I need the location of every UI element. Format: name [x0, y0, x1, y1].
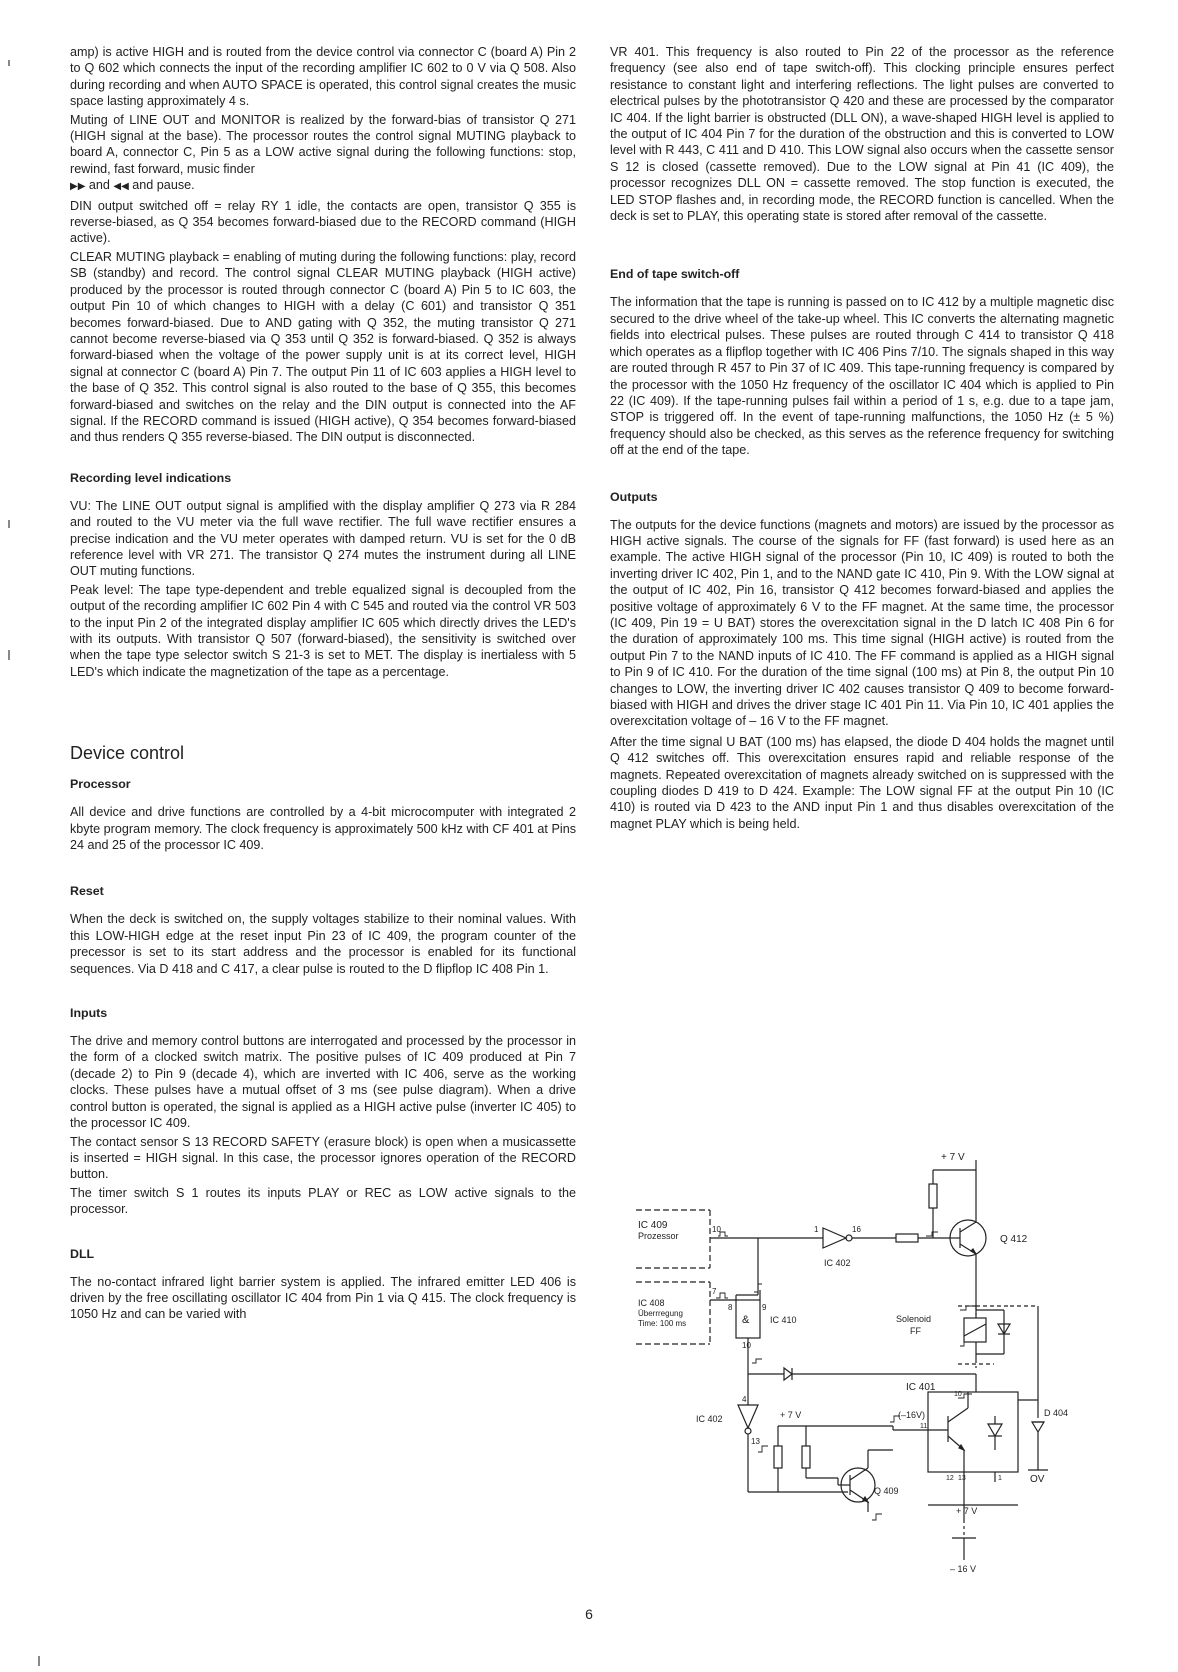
section-heading: Outputs	[610, 489, 658, 504]
label-plus7-bottom: + 7 V	[956, 1506, 978, 1516]
label-plus7-mid: + 7 V	[780, 1410, 802, 1420]
paragraph: When the deck is switched on, the supply voltages stabilize to their nominal values. With this LOW-HIGH edge at the reset input Pin 23 of IC 409, the program counter of the precessor is set to its start address and the processor is enabled for its functional sequences. Via D 418 and C 417, a clear pulse is routed to the D flipflop IC 408 Pin 1.	[70, 912, 576, 976]
paragraph: amp) is active HIGH and is routed from the device control via connector C (board A) Pin 2 to Q 602 which connects the input of the recording amplifier IC 602 to 0 V via Q 508. Also during recording and when AUTO SPACE is operated, this control signal creates the music space lasting approximately 4 s.	[70, 45, 576, 109]
paragraph: VU: The LINE OUT output signal is amplified with the display amplifier Q 273 via R 284 and routed to the VU meter via the full wave rectifier. The full wave rectifier ensures a precise indication and the VU meter operates with damped return. VU is set for the 0 dB reference level with VR 271. The transistor Q 274 mutes the instrument during all LINE OUT muting functions.	[70, 498, 576, 579]
label-ic410: IC 410	[770, 1315, 797, 1325]
label-and: &	[742, 1314, 750, 1326]
label-pin7: 7	[712, 1287, 717, 1296]
paragraph: The information that the tape is running is passed on to IC 412 by a multiple magnetic disc secured to the drive wheel of the take-up wheel. This IC converts the alternating magnetic fields into electrical pulses. These pulses are routed through C 414 to transistor Q 418 which operates as a flipflop together with IC 406 Pins 7/10. The signals shaped in this way are routed through R 457 to Pin 37 of IC 409. This tape-running frequency is compared by the processor with the 1050 Hz frequency of the oscillator IC 404 which is applied to Pin 22 (IC 409). If the tape-running pulses fail within a period of 1 s, e.g. due to a tape jam, STOP is triggered off. In the event of tape-running malfunctions, the 1050 Hz (± 5 %) frequency should also be checked, as this serves as the reference frequency for switching off at the end of the tape.	[610, 295, 1114, 458]
label-pin1: 1	[814, 1225, 819, 1234]
circuit-schematic	[628, 1152, 1128, 1580]
paragraph: The drive and memory control buttons are interrogated and processed by the processor in the form of a clocked switch matrix. The positive pulses of IC 409 produced at Pin 7 (decade 2) to Pin 9 (decade 4), which are inverted with IC 406, serve as the working clocks. These pulses have a mutual offset of 3 ms (see pulse diagram). When a drive control button is operated, the signal is applied as a HIGH active pulse (inverter IC 405) to the processor IC 409.	[70, 1034, 576, 1131]
label-pin11: 11	[920, 1423, 928, 1430]
label-pin10c: 10	[954, 1391, 962, 1398]
paragraph: Muting of LINE OUT and MONITOR is realized by the forward-bias of transistor Q 271 (HIGH signal at the base). The processor routes the control signal MUTING playback to board A, connector C, Pin 5 as a LOW active signal during the following functions: stop, rewind, fast forward, music finder	[70, 112, 576, 176]
paragraph: The timer switch S 1 routes its inputs PLAY or REC as LOW active signals to the processor.	[70, 1185, 576, 1217]
label-q412: Q 412	[1000, 1234, 1028, 1245]
paragraph: DIN output switched off = relay RY 1 idle, the contacts are open, transistor Q 355 is reverse-biased, as Q 354 becomes forward-biased due to the RECORD command (HIGH active).	[70, 198, 576, 246]
label-pin1b: 1	[998, 1475, 1002, 1482]
paragraph: After the time signal U BAT (100 ms) has elapsed, the diode D 404 holds the magnet until Q 412 switches off. This overexcitation ensures rapid and reliable response of the magnets. Repeated overexcitation of magnets already switched on is suppressed with the coupling diodes D 419 to D 424. Example: The LOW signal FF at the output Pin 10 (IC 410) is routed via D 423 to the AND input Pin 1 and thus disables overexcitation of the magnet PLAY which is being held.	[610, 734, 1114, 831]
paragraph: Peak level: The tape type-dependent and treble equalized signal is decoupled from the output of the recording amplifier IC 602 Pin 4 with C 545 and routed via the control VR 503 to the input Pin 2 of the integrated display amplifier IC 605 which directly drives the LED's with its outputs. With transistor Q 507 (forward-biased), the sensitivity is switched over when the tape type selector switch S 21-3 is set to MET. The display is inertialess with 5 LED's which indicate the magnetization of the tape as a percentage.	[70, 582, 576, 679]
right-column	[610, 44, 1114, 834]
label-ic409: IC 409	[638, 1220, 668, 1231]
label-ic408: IC 408	[638, 1298, 665, 1308]
paragraph: The contact sensor S 13 RECORD SAFETY (erasure block) is open when a musicassette is inserted = HIGH signal. In this case, the processor ignores operation of the RECORD button.	[70, 1134, 576, 1182]
label-plus7-top: + 7 V	[941, 1152, 965, 1163]
label-minus16-pulse: (–16V)	[898, 1410, 926, 1420]
paragraph: All device and drive functions are controlled by a 4-bit microcomputer with integrated 2 kbyte program memory. The clock frequency is approximately 500 kHz with CF 401 at Pins 24 and 25 of the processor IC 409.	[70, 805, 576, 853]
label-pin10b: 10	[742, 1341, 751, 1350]
chapter-heading: Device control	[70, 743, 185, 764]
fast-forward-icon: ▶▶	[70, 181, 86, 193]
section-heading: Reset	[70, 884, 104, 899]
rewind-icon: ◀◀	[113, 181, 129, 193]
section-heading: End of tape switch-off	[610, 267, 740, 282]
label-pin16: 16	[852, 1225, 861, 1234]
paragraph-muting-end: ▶▶ and ◀◀ and pause.	[70, 178, 195, 193]
label-pin4: 4	[742, 1395, 747, 1404]
label-ic402-bottom: IC 402	[696, 1414, 723, 1424]
label-pin10: 10	[712, 1225, 721, 1234]
label-ic402-top: IC 402	[824, 1258, 851, 1268]
label-pin8: 8	[728, 1303, 733, 1312]
left-column	[70, 44, 576, 1325]
label-processor: Prozessor	[638, 1231, 679, 1241]
paragraph: The outputs for the device functions (magnets and motors) are issued by the processor as HIGH active signals. The course of the signals for FF (fast forward) is used here as an example. The active HIGH signal of the processor (Pin 10, IC 409) is routed to both the inverting driver IC 402, Pin 1, and to the NAND gate IC 410, Pin 9. With the LOW signal at the output of IC 402, Pin 16, transistor Q 412 becomes forward-biased and applies the positive voltage of approximately 6 V to the FF magnet. At the same time, the processor (IC 409, Pin 19 = U BAT) stores the overexcitation signal in the D latch IC 408 Pin 6 for the duration of approximately 100 ms. This time signal (HIGH active) is routed from the output Pin 7 to the NAND inputs of IC 410. The FF command is applied as a HIGH signal to Pin 9 of IC 410. For the duration of the time signal (100 ms) at Pin 8, the output Pin 10 changes to LOW, the inverting driver IC 402 causes transistor Q 409 to become forward-biased with HIGH and drives the driver stage IC 401 Pin 11. Via Pin 10, IC 401 applies the overexcitation voltage of – 16 V to the FF magnet.	[610, 517, 1114, 729]
label-q409: Q 409	[874, 1486, 899, 1496]
label-ov: OV	[1030, 1474, 1045, 1485]
label-solenoid: Solenoid	[896, 1314, 932, 1324]
paragraph: The no-contact infrared light barrier system is applied. The infrared emitter LED 406 is driven by the free oscillating oscillator IC 404 from Pin 1 via Q 415. The clock frequency is 1050 Hz and can be varied with	[70, 1274, 576, 1322]
section-heading: Inputs	[70, 1006, 108, 1021]
section-heading: DLL	[70, 1246, 95, 1261]
label-pin13b: 13	[958, 1475, 966, 1482]
label-minus16: – 16 V	[950, 1564, 977, 1574]
label-ic401: IC 401	[906, 1382, 936, 1393]
paragraph: VR 401. This frequency is also routed to Pin 22 of the processor as the reference frequency (see also end of tape switch-off). This clocking principle ensures perfect resistance to constant light and interfering reflections. The light pulses are converted to electrical pulses by the phototransistor Q 420 and these are processed by the comparator IC 404. If the light barrier is obstructed (DLL ON), a wave-shaped HIGH level is applied to the output of IC 404 Pin 7 for the duration of the obstruction and this is converted to LOW level with R 443, C 411 and D 410. This LOW signal also occurs when the cassette sensor S 12 is closed (cassette removed). Due to the LOW signal at Pin 41 (IC 409), the processor recognizes DLL ON = cassette removed. The stop function is executed, the LED STOP flashes and, in recording mode, the RECORD function is cancelled. When the deck is set to PLAY, this operating state is stored after removal of the cassette.	[610, 45, 1114, 224]
label-pin13: 13	[751, 1437, 760, 1446]
section-heading: Processor	[70, 777, 131, 792]
label-ff: FF	[910, 1326, 921, 1336]
label-time: Time: 100 ms	[638, 1319, 687, 1328]
section-heading: Recording level indications	[70, 470, 232, 485]
label-d404: D 404	[1044, 1408, 1069, 1418]
page-number: 6	[585, 1606, 593, 1622]
label-overexcitation: Überrregung	[638, 1309, 683, 1318]
label-pin9: 9	[762, 1303, 767, 1312]
label-pin12: 12	[946, 1475, 954, 1482]
paragraph: CLEAR MUTING playback = enabling of muting during the following functions: play, record SB (standby) and record. The control signal CLEAR MUTING playback (HIGH active) produced by the processor is routed through connector C (board A) Pin 5 to IC 603, the output Pin 10 of which changes to HIGH with a delay (C 601) and transistor Q 351 becomes forward-biased. Due to AND gating with Q 352, the muting transistor Q 271 cannot become reverse-biased via Q 353 until Q 352 is forward-biased. Q 352 is always forward-biased when the voltage of the power supply unit is at its correct level, HIGH signal at connector C (board A) Pin 7. The output Pin 11 of IC 603 applies a HIGH level to the base of Q 352. This control signal is also routed to the base of Q 355, this becomes forward-biased and switches on the relay and the DIN output is connected into the AF signal. If the RECORD command is issued (HIGH active), Q 354 becomes forward-biased and thus renders Q 355 reverse-biased. The DIN output is disconnected.	[70, 249, 576, 445]
